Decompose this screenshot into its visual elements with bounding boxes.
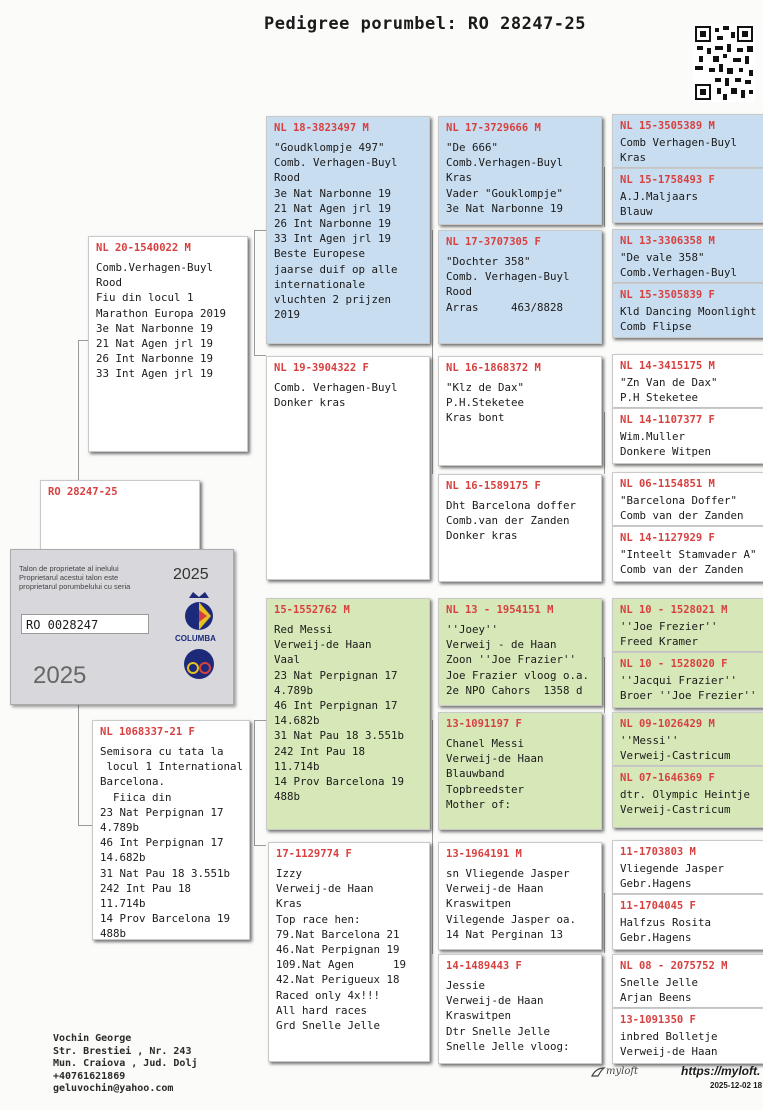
connector-line <box>604 657 605 713</box>
pigeon-info: Dht Barcelona doffer Comb.van der Zanden Donker kras <box>446 499 577 543</box>
pigeon-info: "Dochter 358" Comb. Verhagen-Buyl Rood Arras 463/8828 <box>446 255 570 314</box>
pigeon-info: ''Joe Frezier'' Freed Kramer <box>620 620 718 649</box>
ring-number: NL 10 - 1528020 F <box>620 658 728 670</box>
ticket-brand: COLUMBA <box>175 634 216 643</box>
connector-line <box>78 340 79 490</box>
connector-line <box>432 720 433 954</box>
pigeon-info: Vliegende Jasper Gebr.Hagens <box>620 862 725 891</box>
ring-number: NL 1068337-21 F <box>100 726 195 738</box>
connector-line <box>604 412 605 474</box>
pigeon-info: inbred Bolletje Verweij-de Haan <box>620 1030 718 1059</box>
ring-number: NL 19-3904322 F <box>274 362 369 374</box>
connector-line <box>604 167 605 227</box>
ring-number: NL 13 - 1954151 M <box>446 604 554 616</box>
page-title: Pedigree porumbel: RO 28247-25 <box>263 14 587 34</box>
ring-number: NL 17-3707305 F <box>446 236 541 248</box>
pigeon-info: Halfzus Rosita Gebr.Hagens <box>620 916 712 945</box>
pigeon-info: "De 666" Comb.Verhagen-Buyl Kras Vader "Gouklompje" 3e Nat Narbonne 19 <box>446 141 564 215</box>
ring-number: NL 10 - 1528021 M <box>620 604 728 616</box>
ring-number: 15-1552762 M <box>274 604 350 616</box>
pedigree-card-dam <box>92 720 250 940</box>
pigeon-info: ''Messi'' Verweij-Castricum <box>620 734 731 763</box>
pedigree-card-gen4-1 <box>612 114 763 168</box>
pedigree-card-gen4-13 <box>612 840 763 894</box>
pigeon-info: Jessie Verweij-de Haan Kraswitpen Dtr Snelle Jelle Snelle Jelle vloog: <box>446 979 570 1053</box>
ring-number: 17-1129774 F <box>276 848 352 860</box>
pedigree-card-gen4-3 <box>612 229 763 283</box>
pedigree-card-ddd <box>438 954 602 1064</box>
pigeon-info: Snelle Jelle Arjan Beens <box>620 976 699 1005</box>
pedigree-card-dss <box>438 598 602 706</box>
ring-number: 13-1091197 F <box>446 718 522 730</box>
ticket-year: 2025 <box>173 566 209 583</box>
connector-line <box>254 720 255 845</box>
ring-number: NL 18-3823497 M <box>274 122 369 134</box>
connector-line <box>254 230 255 355</box>
website-link[interactable]: https://myloft. <box>681 1064 761 1078</box>
pigeon-icon <box>590 1064 606 1080</box>
ring-number: NL 13-3306358 M <box>620 235 715 247</box>
cycling-logo <box>183 648 215 680</box>
ring-number: NL 14-1107377 F <box>620 414 715 426</box>
connector-line <box>254 355 266 356</box>
pigeon-info: ''Jacqui Frazier'' Broer ''Joe Frezier'' <box>620 674 757 703</box>
ticket-text: Talon de proprietate al inelului Proprietarul acestui talon este proprietarul porumbelului cu seria <box>19 564 131 591</box>
ring-number: NL 17-3729666 M <box>446 122 541 134</box>
pigeon-info: Chanel Messi Verweij-de Haan Blauwband Topbreedster Mother of: <box>446 737 544 811</box>
pigeon-info: Comb Verhagen-Buyl Kras <box>620 136 738 165</box>
ring-number: NL 08 - 2075752 M <box>620 960 728 972</box>
pedigree-card-sire-sire <box>266 116 430 344</box>
connector-line <box>254 720 266 721</box>
myloft-logo: myloft <box>606 1066 639 1077</box>
connector-line <box>254 845 266 846</box>
ring-number: 11-1703803 M <box>620 846 696 858</box>
pigeon-info: Kld Dancing Moonlight Comb Flipse <box>620 305 757 334</box>
ring-number: NL 16-1589175 F <box>446 480 541 492</box>
ring-number: NL 09-1026429 M <box>620 718 715 730</box>
columba-crown-logo <box>181 590 217 634</box>
pigeon-info: "Zn Van de Dax" P.H Steketee <box>620 376 718 405</box>
ring-number: NL 16-1868372 M <box>446 362 541 374</box>
pigeon-info: dtr. Olympic Heintje Verweij-Castricum <box>620 788 751 817</box>
pedigree-card-sss <box>438 116 602 225</box>
pedigree-card-gen4-12 <box>612 766 763 828</box>
ring-ownership-ticket <box>10 549 234 705</box>
connector-line <box>78 825 92 826</box>
qr-code <box>693 24 755 102</box>
pedigree-card-gen4-10 <box>612 652 763 708</box>
pigeon-info: Izzy Verweij-de Haan Kras Top race hen: 79.Nat Barcelona 21 46.Nat Perpignan 19 109.Nat Agen 19 42.Nat Perigueux 18 Raced only 4x!!! All hard races Grd Snelle Jelle <box>276 867 407 1033</box>
pedigree-card-sdd <box>438 474 602 582</box>
ring-number: NL 20-1540022 M <box>96 242 191 254</box>
ring-number: NL 07-1646369 F <box>620 772 715 784</box>
ring-number: NL 14-3415175 M <box>620 360 715 372</box>
ring-number: RO 28247-25 <box>48 486 118 498</box>
pigeon-info: "De vale 358" Comb.Verhagen-Buyl <box>620 251 738 280</box>
pigeon-info: ''Joey'' Verweij - de Haan Zoon ''Joe Frazier'' Joe Frazier vloog o.a. 2e NPO Cahors 1358 d <box>446 623 590 697</box>
pigeon-info: Semisora cu tata la locul 1 International Barcelona. Fiica din 23 Nat Perpignan 17 4.789b 46 Int Perpignan 17 14.682b 31 Nat Pau 18 3.551b 242 Int Pau 18 11.714b 14 Prov Barcelona 19 488b <box>100 745 244 940</box>
ring-number: 13-1091350 F <box>620 1014 696 1026</box>
pedigree-card-dam-dam <box>268 842 430 1062</box>
pedigree-card-gen4-16 <box>612 1008 763 1064</box>
pigeon-info: Red Messi Verweij-de Haan Vaal 23 Nat Perpignan 17 4.789b 46 Int Perpignan 17 14.682b 31 Nat Pau 18 3.551b 242 Int Pau 18 11.714b 14 Prov Barcelona 19 488b <box>274 623 405 804</box>
pigeon-info: "Barcelona Doffer" Comb van der Zanden <box>620 494 744 523</box>
ring-number: NL 15-1758493 F <box>620 174 715 186</box>
pigeon-info: sn Vliegende Jasper Verweij-de Haan Kraswitpen Vilegende Jasper oa. 14 Nat Perginan 13 <box>446 867 577 941</box>
pedigree-card-gen4-11 <box>612 712 763 766</box>
ticket-year-watermark: 2025 <box>33 662 87 689</box>
pedigree-card-gen4-4 <box>612 283 763 338</box>
pedigree-card-gen4-8 <box>612 526 763 582</box>
pedigree-card-dsd <box>438 712 602 830</box>
ring-number: 14-1489443 F <box>446 960 522 972</box>
pedigree-card-subject <box>40 480 200 552</box>
pigeon-info: "Klz de Dax" P.H.Steketee Kras bont <box>446 381 525 425</box>
pedigree-card-gen4-14 <box>612 894 763 950</box>
ring-number: 13-1964191 M <box>446 848 522 860</box>
pedigree-card-sire <box>88 236 248 452</box>
ring-number: NL 15-3505839 F <box>620 289 715 301</box>
print-date: 2025-12-02 18 <box>710 1081 763 1090</box>
pedigree-card-dds <box>438 842 602 950</box>
ticket-ring-number: RO 0028247 <box>21 614 149 634</box>
connector-line <box>604 893 605 953</box>
connector-line <box>78 705 79 825</box>
owner-address: Vochin George Str. Brestiei , Nr. 243 Mun. Craiova , Jud. Dolj +40761621869 geluvochin@yahoo.com <box>53 1033 198 1094</box>
pedigree-card-gen4-9 <box>612 598 763 652</box>
pedigree-card-sire-dam <box>266 356 430 580</box>
ring-number: NL 14-1127929 F <box>620 532 715 544</box>
pedigree-card-gen4-7 <box>612 472 763 526</box>
ring-number: NL 06-1154851 M <box>620 478 715 490</box>
pigeon-info: A.J.Maljaars Blauw <box>620 190 699 219</box>
connector-line <box>254 230 266 231</box>
pedigree-card-dam-sire <box>266 598 430 830</box>
ring-number: 11-1704045 F <box>620 900 696 912</box>
pigeon-info: Comb. Verhagen-Buyl Donker kras <box>274 381 398 410</box>
ring-number: NL 15-3505389 M <box>620 120 715 132</box>
pedigree-card-gen4-2 <box>612 168 763 223</box>
pigeon-info: "Goudklompje 497" Comb. Verhagen-Buyl Rood 3e Nat Narbonne 19 21 Nat Agen jrl 19 26 Int Narbonne 19 33 Int Agen jrl 19 Beste Europese jaarse duif op alle internationale vluchten 2 prijzen 2019 <box>274 141 398 322</box>
pedigree-card-sds <box>438 356 602 466</box>
pigeon-info: Wim.Muller Donkere Witpen <box>620 430 712 459</box>
pigeon-info: Comb.Verhagen-Buyl Rood Fiu din locul 1 Marathon Europa 2019 3e Nat Narbonne 19 21 Nat Agen jrl 19 26 Int Narbonne 19 33 Int Agen jrl 19 <box>96 261 227 381</box>
connector-line <box>432 230 433 474</box>
pedigree-card-gen4-6 <box>612 408 763 464</box>
pedigree-card-ssd <box>438 230 602 344</box>
pedigree-card-gen4-5 <box>612 354 763 408</box>
pigeon-info: "Inteelt Stamvader A" Comb van der Zanden <box>620 548 757 577</box>
pedigree-card-gen4-15 <box>612 954 763 1008</box>
